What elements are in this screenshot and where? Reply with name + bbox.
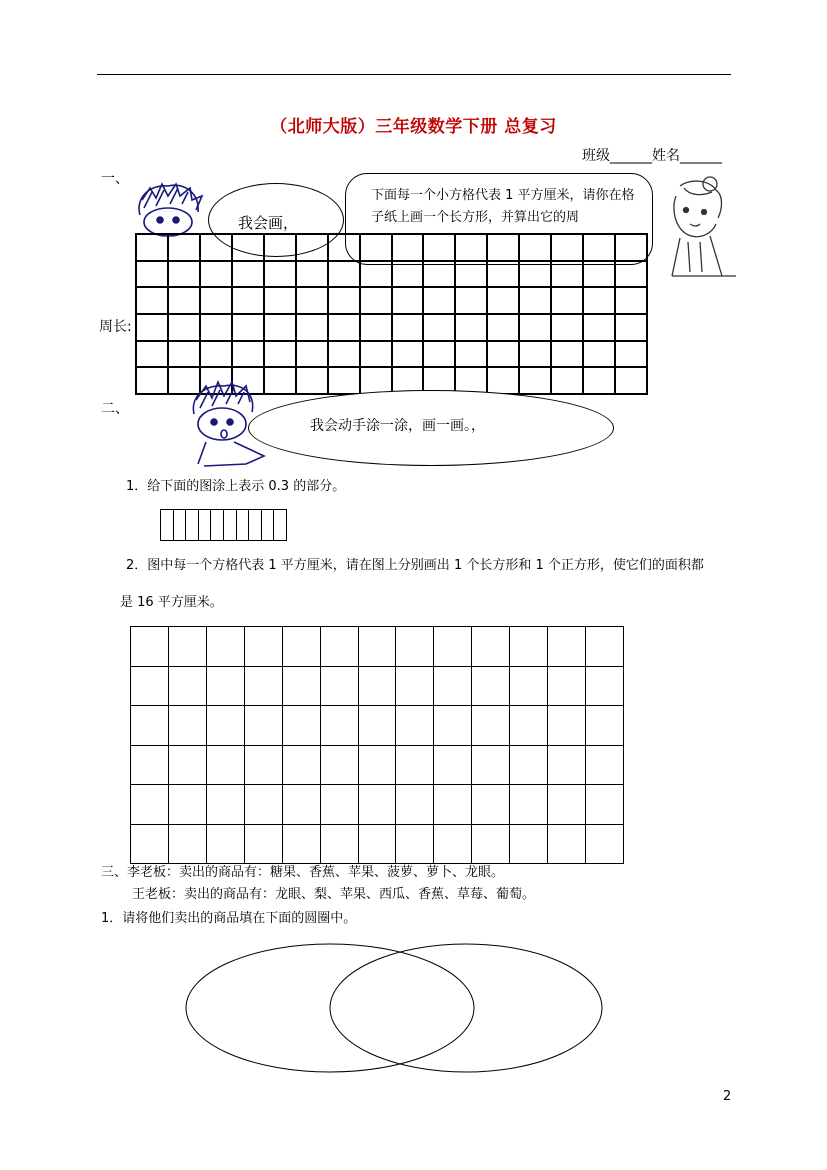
tenths-strip (160, 509, 287, 541)
section1-marker: 一、 (101, 171, 129, 187)
grid-paper-1 (135, 233, 648, 395)
girl-bubble-text: 下面每一个小方格代表 1 平方厘米，请你在格子纸上画一个长方形，并算出它的周 (371, 188, 635, 225)
tenth-cell[interactable] (173, 510, 186, 541)
boy-cartoon-icon (130, 180, 210, 240)
header-rule (97, 74, 731, 75)
question-2-2-line1: 2．图中每一个方格代表 1 平方厘米，请在图上分别画出 1 个长方形和 1 个正方形，使它们的面积都 (126, 558, 704, 573)
tenth-cell[interactable] (249, 510, 262, 541)
class-name-line: 班级______姓名______ (582, 148, 722, 164)
grid-paper-2 (130, 626, 624, 864)
boy-bubble-text-1: 我会画， (238, 214, 299, 232)
question-2-1: 1．给下面的图涂上表示 0.3 的部分。 (126, 479, 346, 494)
section3-question-1: 1．请将他们卖出的商品填在下面的圆圈中。 (101, 911, 357, 926)
question-2-2-line2: 是 16 平方厘米。 (120, 595, 223, 610)
section3-line1: 三、李老板：卖出的商品有：糖果、香蕉、苹果、菠萝、萝卜、龙眼。 (101, 865, 505, 880)
boy-bubble-text-2: 我会动手涂一涂，画一画。， (310, 418, 485, 434)
venn-right-circle[interactable] (330, 944, 602, 1072)
tenth-cell[interactable] (261, 510, 274, 541)
perimeter-label: 周长: (99, 319, 132, 335)
tenth-cell[interactable] (274, 510, 287, 541)
venn-diagram (180, 940, 620, 1076)
girl-cartoon-icon (650, 176, 740, 284)
tenth-cell[interactable] (186, 510, 199, 541)
page-title: （北师大版）三年级数学下册 总复习 (270, 117, 557, 137)
tenth-cell[interactable] (211, 510, 224, 541)
tenth-cell[interactable] (223, 510, 236, 541)
section2-marker: 二、 (101, 401, 129, 417)
tenth-cell[interactable] (161, 510, 174, 541)
tenth-cell[interactable] (198, 510, 211, 541)
page-number: 2 (723, 1089, 732, 1104)
tenth-cell[interactable] (236, 510, 249, 541)
section3-line2: 王老板：卖出的商品有：龙眼、梨、苹果、西瓜、香蕉、草莓、葡萄。 (132, 887, 536, 902)
